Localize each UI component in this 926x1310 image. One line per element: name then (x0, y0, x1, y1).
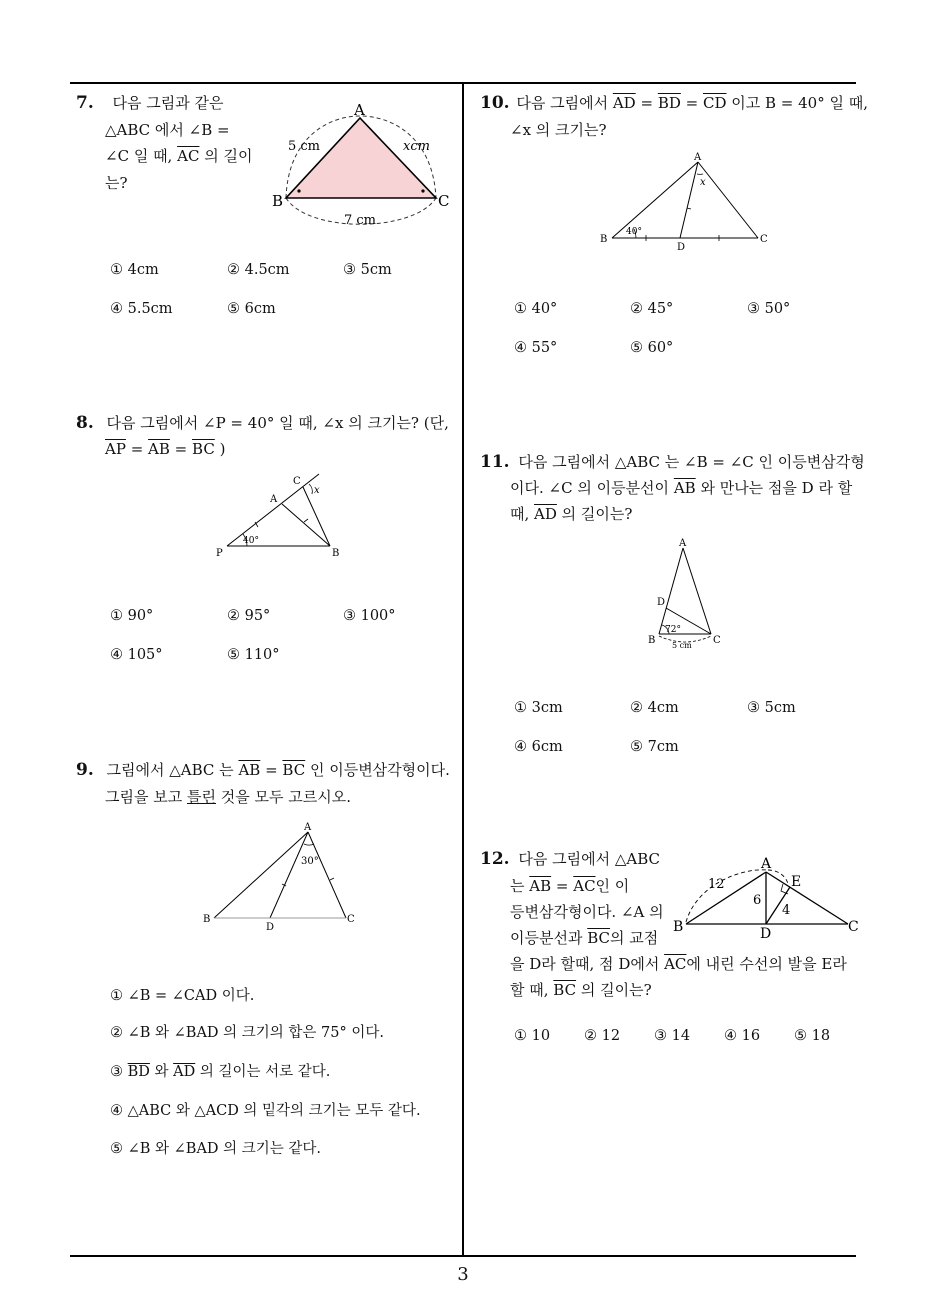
q9-label-b: B (203, 914, 211, 925)
q7-option-1[interactable]: ① 4cm (110, 262, 159, 278)
q10-label-b: B (600, 234, 608, 245)
q11-label-d: D (657, 597, 666, 608)
q8-label-p: P (216, 548, 223, 559)
q12-text-line5: 을 D라 할때, 점 D에서 $\overline{AC}$에 내린 수선의 발을 E라 (510, 955, 847, 973)
q9-label-c: C (347, 914, 355, 925)
page-number: 3 (457, 1264, 469, 1285)
bottom-rule (70, 1255, 856, 1257)
q12-option-1[interactable]: ① 10 (514, 1028, 551, 1044)
q8-option-1[interactable]: ① 90° (110, 608, 154, 624)
q11-option-5[interactable]: ⑤ 7cm (630, 739, 679, 755)
q8-label-a: A (270, 494, 278, 505)
q11-text-line3: 때, $\overline{AD}$ 의 길이는? (510, 505, 633, 523)
q9-label-d: D (266, 922, 275, 933)
q8-label-c: C (293, 476, 301, 487)
q8-label-angle: 40° (243, 536, 259, 546)
q12-label-ab: 12 (708, 877, 725, 892)
q12-option-5[interactable]: ⑤ 18 (794, 1028, 831, 1044)
q11-text-line1: 다음 그림에서 △ABC 는 ∠B = ∠C 인 이등변삼각형 (518, 453, 865, 471)
q8-option-2[interactable]: ② 95° (227, 608, 271, 624)
q11-label-angle: 72° (665, 625, 681, 635)
q12-text-line2: 는 $\overline{AB} = \overline{AC}$인 이 (510, 877, 630, 895)
q11-option-2[interactable]: ② 4cm (630, 700, 679, 716)
q12-option-2[interactable]: ② 12 (584, 1028, 621, 1044)
q7-label-a: A (354, 101, 365, 119)
question-number: 7. (76, 93, 94, 113)
q11-option-1[interactable]: ① 3cm (514, 700, 563, 716)
q10-option-2[interactable]: ② 45° (630, 301, 674, 317)
question-number: 12. (480, 849, 510, 869)
q9-option-2[interactable]: ② ∠B 와 ∠BAD 의 크기의 합은 75° 이다. (110, 1025, 384, 1041)
q10-label-angle: 40° (626, 227, 642, 237)
q10-figure (598, 152, 778, 252)
q10-label-c: C (760, 234, 768, 245)
q8-option-3[interactable]: ③ 100° (343, 608, 396, 624)
q10-text-line2: ∠x 의 크기는? (510, 121, 607, 139)
q12-label-ad: 6 (753, 893, 762, 908)
q10-label-a: A (694, 152, 702, 163)
q12-label-de: 4 (782, 903, 791, 918)
q12-figure (672, 854, 858, 942)
q9-option-5[interactable]: ⑤ ∠B 와 ∠BAD 의 크기는 같다. (110, 1141, 322, 1157)
q7-option-2[interactable]: ② 4.5cm (227, 262, 290, 278)
q7-text-line3: ∠C 일 때, $\overline{AC}$ 의 길이 (105, 147, 253, 165)
q10-option-5[interactable]: ⑤ 60° (630, 340, 674, 356)
question-number: 10. (480, 93, 510, 113)
q7-label-c: C (438, 192, 450, 210)
q12-option-3[interactable]: ③ 14 (654, 1028, 691, 1044)
q7-label-right-side: xcm (403, 139, 430, 154)
q9-option-1[interactable]: ① ∠B = ∠CAD 이다. (110, 988, 255, 1004)
q9-text-line2: 그림을 보고 틀린 것을 모두 고르시오. (105, 788, 351, 806)
q12-text-line6: 할 때, $\overline{BC}$ 의 길이는? (510, 981, 652, 999)
q12-label-c: C (848, 919, 859, 935)
q10-label-d: D (677, 242, 686, 253)
q7-option-3[interactable]: ③ 5cm (343, 262, 392, 278)
q12-label-b: B (673, 919, 684, 935)
q7-option-4[interactable]: ④ 5.5cm (110, 301, 173, 317)
question-number: 11. (480, 452, 510, 472)
q7-text-line4: 는? (105, 174, 128, 192)
q12-label-e: E (791, 874, 802, 890)
q10-text-line1: 다음 그림에서 $\overline{AD} = \overline{BD} = \overline{CD}$ 이고 B = 40° 일 때, (516, 94, 869, 112)
q11-option-3[interactable]: ③ 5cm (747, 700, 796, 716)
q11-label-c: C (713, 635, 721, 646)
q12-text-line3: 등변삼각형이다. ∠A 의 (510, 903, 664, 921)
q7-label-b: B (272, 192, 284, 210)
q9-option-3[interactable]: ③ $\overline{BD}$ 와 $\overline{AD}$ 의 길이는 서로 같다. (110, 1064, 331, 1080)
q12-label-d: D (760, 926, 772, 942)
q8-label-b: B (332, 548, 340, 559)
q9-option-4[interactable]: ④ △ABC 와 △ACD 의 밑각의 크기는 모두 같다. (110, 1103, 421, 1119)
q11-text-line2: 이다. ∠C 의 이등분선이 $\overline{AB}$ 와 만나는 점을 D 라 할 (510, 479, 853, 497)
q9-label-a: A (304, 822, 312, 833)
q7-label-left-side: 5 cm (288, 139, 321, 154)
q11-figure (645, 536, 725, 654)
q9-label-angle: 30° (301, 856, 319, 867)
q12-text-line1: 다음 그림에서 △ABC (518, 850, 660, 868)
question-number: 9. (76, 760, 94, 780)
q12-option-4[interactable]: ④ 16 (724, 1028, 761, 1044)
q8-option-4[interactable]: ④ 105° (110, 647, 163, 663)
q12-label-a: A (761, 856, 772, 872)
q7-triangle-figure (268, 98, 458, 232)
q7-text-line2: △ABC 에서 ∠B = (105, 121, 230, 139)
q10-option-3[interactable]: ③ 50° (747, 301, 791, 317)
q11-label-b: B (648, 635, 656, 646)
q7-text-line1: 다음 그림과 같은 (112, 94, 224, 112)
question-number: 8. (76, 413, 94, 433)
q10-label-x: x (700, 177, 706, 188)
q7-label-base: 7 cm (344, 213, 377, 228)
q8-figure (215, 472, 340, 562)
q8-text-line1: 다음 그림에서 ∠P = 40° 일 때, ∠x 의 크기는? (단, (106, 414, 449, 432)
q10-option-4[interactable]: ④ 55° (514, 340, 558, 356)
q7-option-5[interactable]: ⑤ 6cm (227, 301, 276, 317)
column-divider (462, 82, 464, 1256)
q8-label-x: x (314, 485, 320, 496)
q10-option-1[interactable]: ① 40° (514, 301, 558, 317)
q11-label-a: A (679, 538, 687, 549)
q8-text-line2: $\overline{AP} = \overline{AB} = \overline{BC}$ ) (105, 440, 226, 458)
q9-figure (200, 822, 360, 932)
q12-text-line4: 이등분선과 $\overline{BC}$의 교점 (510, 929, 659, 947)
q8-option-5[interactable]: ⑤ 110° (227, 647, 280, 663)
q11-option-4[interactable]: ④ 6cm (514, 739, 563, 755)
q9-text-line1: 그림에서 △ABC 는 $\overline{AB} = \overline{BC}$ 인 이등변삼각형이다. (106, 761, 450, 779)
q11-label-base: 5 cm (672, 641, 692, 650)
